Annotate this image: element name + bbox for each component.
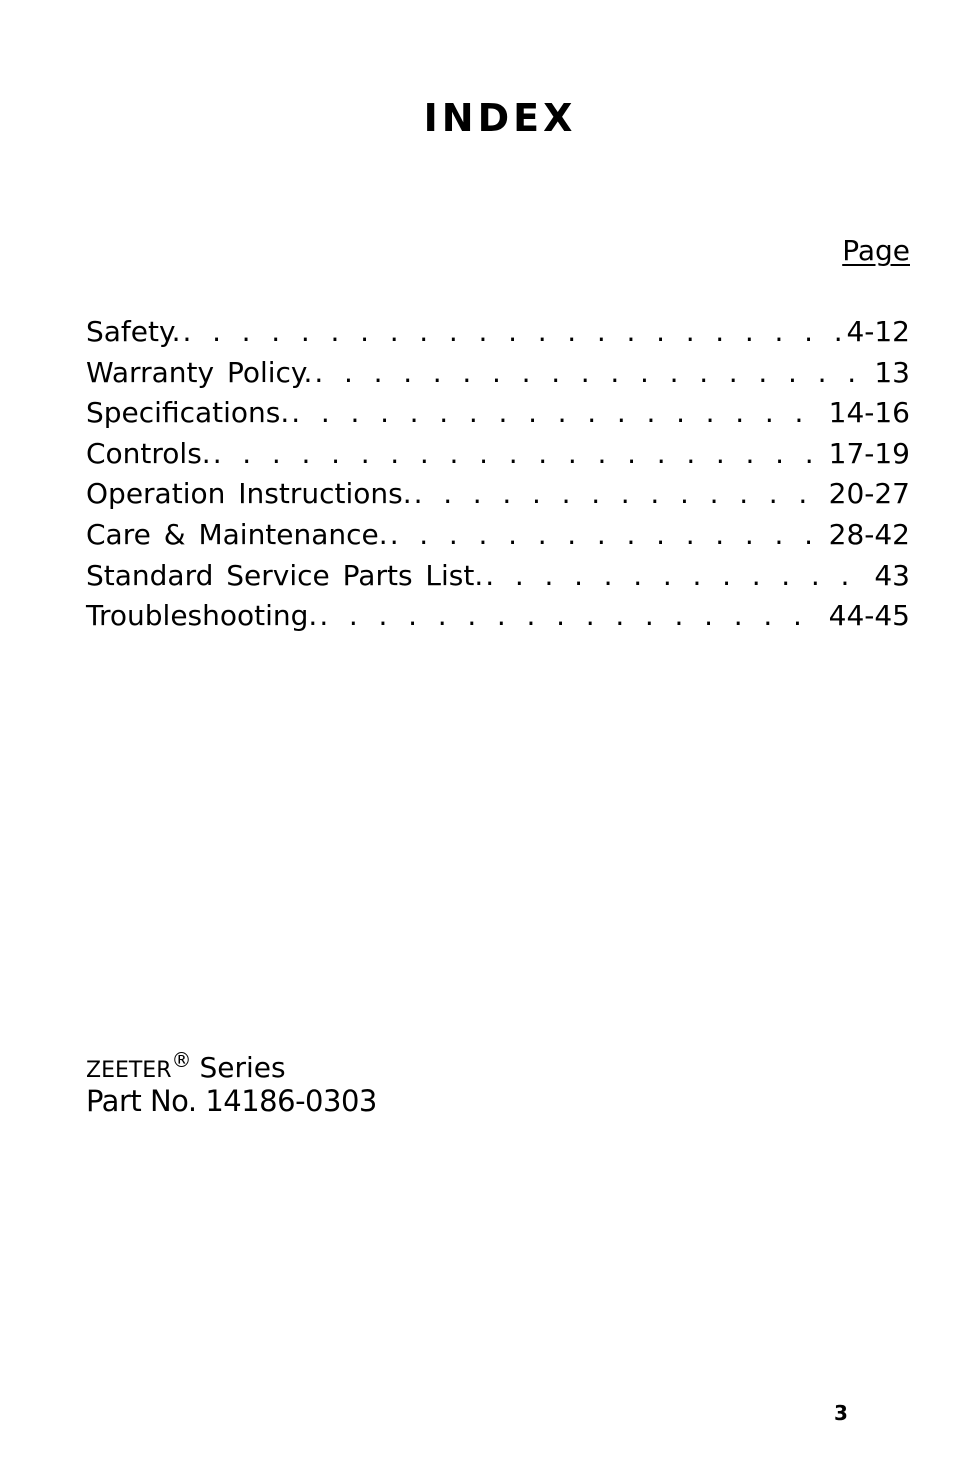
- index-entry-pages: 20-27: [828, 477, 910, 511]
- index-entry-operation-instructions: [86, 474, 910, 515]
- index-entry-title: Operation Instructions.: [86, 477, 412, 511]
- index-entry-title: Safety.: [86, 315, 181, 348]
- index-entry-pages: 13: [874, 355, 910, 389]
- index-entry-title: Specifications.: [86, 396, 290, 430]
- series-label: Series: [199, 1051, 286, 1084]
- index-entry-pages: 17-19: [828, 436, 910, 470]
- index-entry-title: Warranty Policy.: [86, 355, 313, 389]
- dot-leader: [319, 596, 824, 636]
- dot-leader: [314, 353, 870, 393]
- index-entry-pages: 28-42: [828, 517, 910, 551]
- dot-leader: [291, 393, 824, 433]
- index-entry-title: Standard Service Parts List.: [86, 558, 484, 592]
- page-column-heading: Page: [842, 234, 910, 267]
- dot-leader: [390, 515, 825, 555]
- page-title: INDEX: [423, 96, 577, 140]
- index-entry-pages: 14-16: [828, 396, 910, 430]
- index-entry-specifications: [86, 393, 910, 434]
- index-entry-title: Troubleshooting.: [86, 599, 318, 633]
- index-entry-controls: [86, 434, 910, 475]
- index-entry-warranty-policy: [86, 353, 910, 394]
- dot-leader: [414, 474, 825, 514]
- registered-trademark-mark: ®: [171, 1048, 192, 1072]
- page-number: 3: [834, 1401, 848, 1425]
- dot-leader: [213, 434, 825, 474]
- dot-leader: [485, 556, 870, 596]
- dot-leader: [182, 312, 842, 352]
- index-entry-title: Controls.: [86, 436, 211, 470]
- index-entry-safety: [86, 312, 910, 353]
- index-entry-troubleshooting: [86, 596, 910, 637]
- index-entry-pages: 43: [874, 558, 910, 592]
- index-list: [86, 312, 910, 637]
- index-entry-pages: 4-12: [846, 315, 910, 348]
- brand-name: ZEETER: [86, 1058, 172, 1083]
- part-number: Part No. 14186-0303: [86, 1084, 377, 1118]
- index-entry-care-maintenance: [86, 515, 910, 556]
- index-entry-title: Care & Maintenance.: [86, 517, 388, 551]
- index-entry-pages: 44-45: [828, 599, 910, 633]
- index-entry-standard-service-parts-list: [86, 556, 910, 597]
